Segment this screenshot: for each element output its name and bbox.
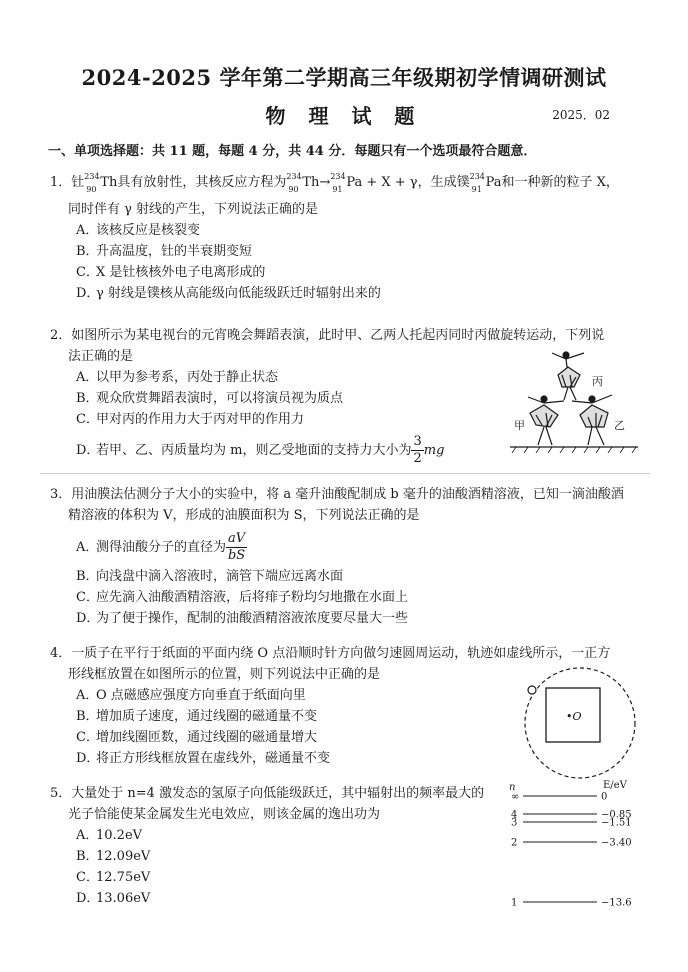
question-1-option-a[interactable] — [50, 220, 640, 241]
option-text: 增加线圈匝数，通过线圈的磁通量增大 — [96, 730, 318, 745]
option-tail: mg — [423, 443, 445, 458]
option-letter: C． — [76, 870, 99, 885]
energy-level-n-label: ∞ — [511, 791, 520, 803]
q3-stem-text: 用油膜法估测分子大小的实验中，将 a 毫升油酸配制成 b 毫升的油酸酒精溶液，已知一滴油酸酒 — [71, 487, 624, 502]
question-5-option-d[interactable] — [50, 888, 510, 909]
th-nuclide — [84, 172, 117, 193]
question-4-stem-2: 形线框放置在如图所示的位置，则下列说法中正确的是 — [68, 667, 381, 682]
th-mass-eq: 234 — [286, 172, 302, 181]
energy-level-n-label: 2 — [511, 837, 518, 849]
question-1-stem-2: 同时伴有 γ 射线的产生，下列说法正确的是 — [68, 202, 319, 217]
section-heading: 一、单项选择题：共 11 题，每题 4 分，共 44 分．每题只有一个选项最符合题意． — [48, 144, 537, 159]
pa-z: 91 — [471, 185, 482, 194]
pa-symbol-eq: Pa — [346, 175, 363, 190]
option-letter: B． — [76, 569, 99, 584]
option-text: 为了便于操作，配制的油酸酒精溶液浓度要尽量大一些 — [96, 611, 409, 626]
energy-level-e-label: −0.85 — [601, 809, 632, 821]
pa-nuclide — [470, 172, 502, 193]
option-letter: C． — [76, 590, 99, 605]
dancer-jia-icon — [528, 396, 564, 445]
th-mass: 234 — [84, 172, 100, 181]
option-text: 将正方形线框放置在虚线外，磁通量不变 — [96, 751, 331, 766]
pa-z-eq: 91 — [332, 185, 343, 194]
option-text: 甲对丙的作用力大于丙对甲的作用力 — [96, 412, 305, 427]
fraction-denominator: 2 — [413, 451, 422, 466]
page-fold-divider — [40, 473, 650, 474]
option-letter: D． — [76, 751, 100, 766]
exam-subject: 物 理 试 题 — [265, 104, 423, 128]
option-letter: B． — [76, 244, 99, 259]
th-symbol: Th — [100, 175, 118, 190]
question-1-option-c[interactable] — [50, 262, 640, 283]
option-letter: C． — [76, 265, 99, 280]
option-letter: A． — [76, 370, 99, 385]
q1-stem-end: 和一种新的粒子 X， — [501, 175, 619, 190]
option-text: 12.09eV — [96, 849, 151, 864]
option-text: 测得油酸分子的直径为 — [96, 540, 227, 555]
option-letter: C． — [76, 730, 99, 745]
question-5-option-c[interactable] — [50, 867, 510, 888]
q5-stem-text: 大量处于 n=4 激发态的氢原子向低能级跃迁，其中辐射出的频率最大的 — [71, 786, 485, 801]
point-o-label: •O — [566, 710, 582, 723]
option-letter: A． — [76, 540, 99, 555]
dancer-yi-icon — [572, 395, 612, 445]
option-text: 应先滴入油酸酒精溶液，后将痱子粉均匀地撒在水面上 — [96, 590, 409, 605]
label-yi: 乙 — [614, 419, 625, 432]
option-letter: A． — [76, 828, 99, 843]
ground-hatch — [512, 447, 636, 453]
option-text: 10.2eV — [96, 828, 143, 843]
question-1-stem — [50, 172, 640, 193]
question-5-number: 5． — [50, 786, 72, 801]
proton-orbit-dashed-circle — [525, 668, 635, 778]
question-1-number: 1． — [50, 175, 72, 190]
option-text: γ 射线是镤核从高能级向低能级跃迁时辐射出来的 — [96, 286, 381, 301]
question-5-option-b[interactable] — [50, 846, 510, 867]
question-3-number: 3． — [50, 487, 72, 502]
option-text: 增加质子速度，通过线圈的磁通量不变 — [96, 709, 318, 724]
energy-level-diagram — [505, 778, 645, 910]
energy-level-e-label: 0 — [601, 791, 608, 803]
option-text: 13.06eV — [96, 891, 151, 906]
energy-level-e-label: −13.6 — [601, 897, 632, 909]
q4-stem-text: 一质子在平行于纸面的平面内绕 O 点沿顺时针方向做匀速圆周运动，轨迹如虚线所示，一正方 — [71, 646, 611, 661]
question-3-stem-2: 精溶液的体积为 V，形成的油膜面积为 S，下列说法正确的是 — [68, 508, 420, 523]
label-bing: 丙 — [592, 375, 603, 388]
pa-symbol: Pa — [485, 175, 502, 190]
option-text: O 点磁感应强度方向垂直于纸面向里 — [96, 688, 306, 703]
question-4-number: 4． — [50, 646, 72, 661]
fraction-av-bs — [226, 531, 247, 564]
q1-stem-pre: 钍 — [71, 175, 85, 190]
th-nuclide-eq — [286, 172, 319, 193]
question-3-option-d[interactable] — [50, 608, 640, 629]
option-letter: D． — [76, 286, 100, 301]
option-text: 12.75eV — [96, 870, 151, 885]
question-3-option-a[interactable] — [50, 530, 640, 566]
question-2-stem-2: 法正确的是 — [68, 349, 134, 364]
option-letter: D． — [76, 443, 100, 458]
option-letter: B． — [76, 391, 99, 406]
option-text: 升高温度，钍的半衰期变短 — [96, 244, 253, 259]
fraction-three-halves — [411, 434, 423, 467]
th-z-eq: 90 — [288, 185, 299, 194]
dancer-figure — [508, 345, 643, 457]
pa-mass-eq: 234 — [330, 172, 346, 181]
option-text: X 是钍核核外电子电离形成的 — [96, 265, 266, 280]
option-text: 向浅盘中滴入溶液时，滴管下端应远离水面 — [96, 569, 344, 584]
option-text: 观众欣赏舞蹈表演时，可以将演员视为质点 — [96, 391, 344, 406]
option-letter: B． — [76, 709, 99, 724]
exam-date: 2025．02 — [552, 108, 610, 122]
question-2-number: 2． — [50, 328, 72, 343]
energy-level-e-label: −3.40 — [601, 837, 632, 849]
option-letter: B． — [76, 849, 99, 864]
dancer-bing-icon — [552, 352, 584, 400]
energy-level-e-label: −1.51 — [601, 817, 632, 829]
pa-nuclide-eq — [330, 172, 362, 193]
question-1-option-b[interactable] — [50, 241, 640, 262]
label-jia: 甲 — [514, 419, 525, 432]
question-2-stem — [50, 325, 640, 346]
question-5-stem — [50, 783, 510, 804]
th-symbol-eq: Th — [302, 175, 320, 190]
option-text: 以甲为参考系，丙处于静止状态 — [96, 370, 279, 385]
question-3 — [50, 484, 640, 629]
magnetic-figure — [518, 664, 642, 782]
question-3-option-c[interactable] — [50, 587, 640, 608]
q2-stem-text: 如图所示为某电视台的元宵晚会舞蹈表演，此时甲、乙两人托起丙同时丙做旋转运动，下列说 — [71, 328, 605, 343]
energy-level-n-label: 1 — [511, 897, 518, 909]
q1-stem-post: ，生成镤 — [417, 175, 470, 190]
option-letter: A． — [76, 688, 99, 703]
question-5-option-a[interactable] — [50, 825, 510, 846]
option-letter: C． — [76, 412, 99, 427]
fraction-numerator: aV — [228, 531, 246, 546]
reaction-rest: + X + γ — [366, 175, 418, 190]
fraction-denominator: bS — [227, 548, 246, 563]
reaction-arrow: → — [319, 175, 331, 190]
q1-stem-mid: 具有放射性，其核反应方程为 — [117, 175, 287, 190]
energy-levels — [511, 792, 632, 909]
option-text: 若甲、乙、丙质量均为 m，则乙受地面的支持力大小为 — [96, 443, 412, 458]
fraction-numerator: 3 — [413, 434, 422, 449]
th-z: 90 — [86, 185, 97, 194]
question-1 — [50, 172, 640, 304]
option-text: 该核反应是核裂变 — [96, 223, 201, 238]
option-letter: D． — [76, 611, 100, 626]
question-5 — [50, 783, 510, 909]
pa-mass: 234 — [469, 172, 485, 181]
option-letter: A． — [76, 223, 99, 238]
exam-title: 2024-2025 学年第二学期高三年级期初学情调研测试 — [81, 65, 607, 90]
question-5-stem-2: 光子恰能使某金属发生光电效应，则该金属的逸出功为 — [68, 807, 381, 822]
energy-level-n-label: 3 — [511, 817, 518, 829]
energy-axis-label: E/eV — [603, 780, 627, 791]
question-1-option-d[interactable] — [50, 283, 640, 304]
question-3-stem — [50, 484, 640, 505]
proton-icon — [528, 686, 536, 694]
energy-level-n-label: 4 — [511, 809, 518, 821]
option-letter: D． — [76, 891, 100, 906]
question-4-stem — [50, 643, 640, 664]
n-axis-label: n — [509, 782, 516, 793]
question-3-option-b[interactable] — [50, 566, 640, 587]
